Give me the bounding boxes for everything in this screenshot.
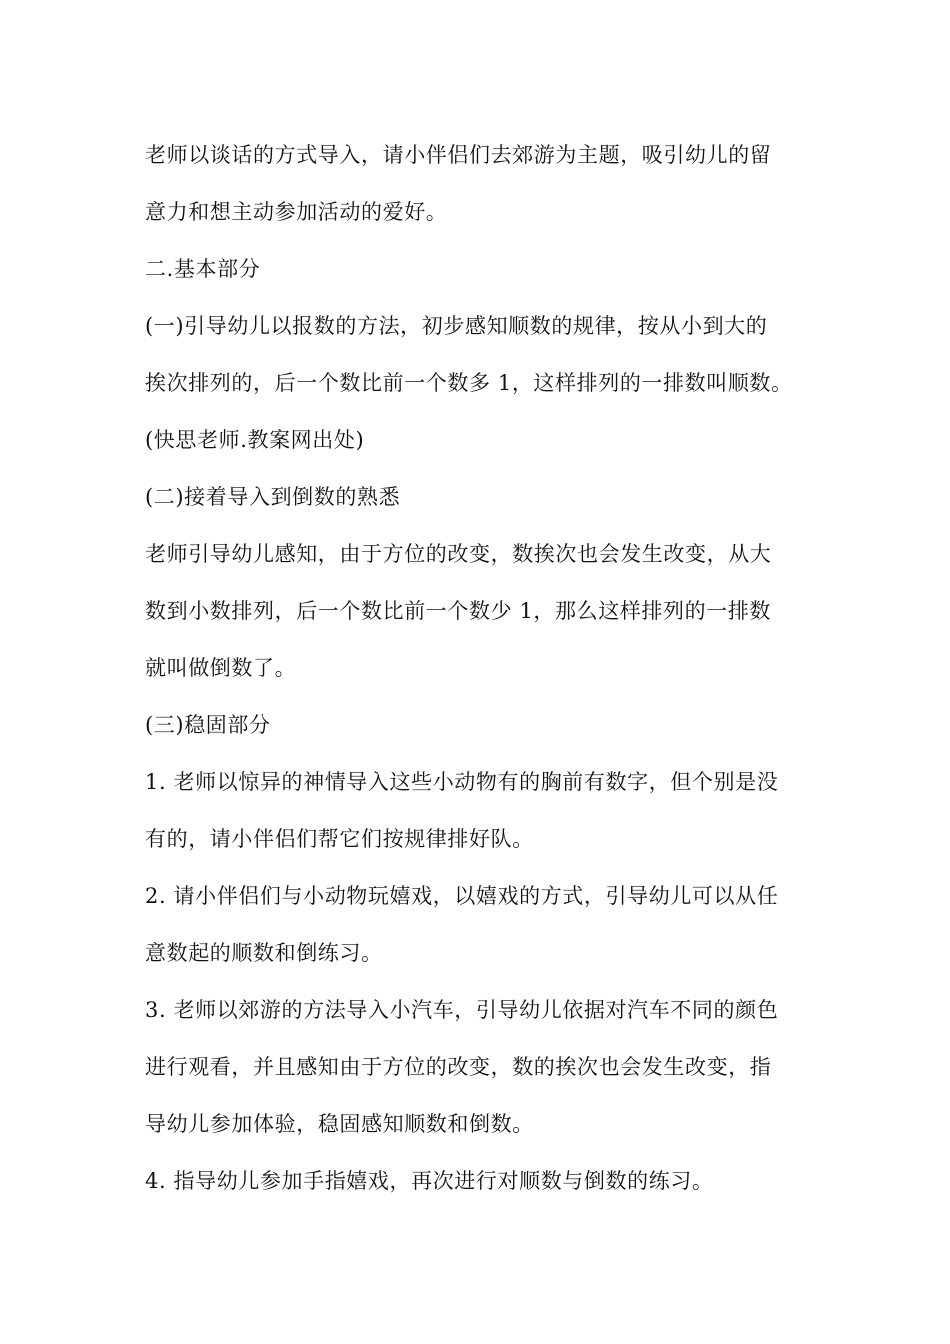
text-line: 老师引导幼儿感知，由于方位的改变，数挨次也会发生改变，从大 (145, 542, 772, 566)
text-line: 有的，请小伴侣们帮它们按规律排好队。 (145, 827, 534, 851)
subsection-heading: (二)接着导入到倒数的熟悉 (145, 485, 401, 509)
list-item: 1. 老师以惊异的神情导入这些小动物有的胸前有数字，但个别是没 (145, 770, 779, 794)
text-line: 老师以谈话的方式导入，请小伴侣们去郊游为主题，吸引幼儿的留 (145, 143, 772, 167)
list-item: 4. 指导幼儿参加手指嬉戏，再次进行对顺数与倒数的练习。 (145, 1169, 714, 1193)
text-line: 意力和想主动参加活动的爱好。 (145, 200, 448, 224)
list-item: 3. 老师以郊游的方法导入小汽车，引导幼儿依据对汽车不同的颜色 (145, 998, 779, 1022)
subsection-heading: (一)引导幼儿以报数的方法，初步感知顺数的规律，按从小到大的 (145, 314, 768, 338)
list-item: 2. 请小伴侣们与小动物玩嬉戏，以嬉戏的方式，引导幼儿可以从任 (145, 884, 779, 908)
text-line: 意数起的顺数和倒练习。 (145, 941, 383, 965)
text-line: 就叫做倒数了。 (145, 656, 297, 680)
text-line: 进行观看，并且感知由于方位的改变，数的挨次也会发生改变，指 (145, 1055, 772, 1079)
source-note: (快思老师.教案网出处) (145, 428, 365, 452)
text-line: 数到小数排列，后一个数比前一个数少 1，那么这样排列的一排数 (145, 599, 772, 623)
text-line: 挨次排列的，后一个数比前一个数多 1，这样排列的一排数叫顺数。 (145, 371, 793, 395)
subsection-heading: (三)稳固部分 (145, 713, 271, 737)
text-line: 导幼儿参加体验，稳固感知顺数和倒数。 (145, 1112, 534, 1136)
section-heading: 二.基本部分 (145, 257, 261, 281)
